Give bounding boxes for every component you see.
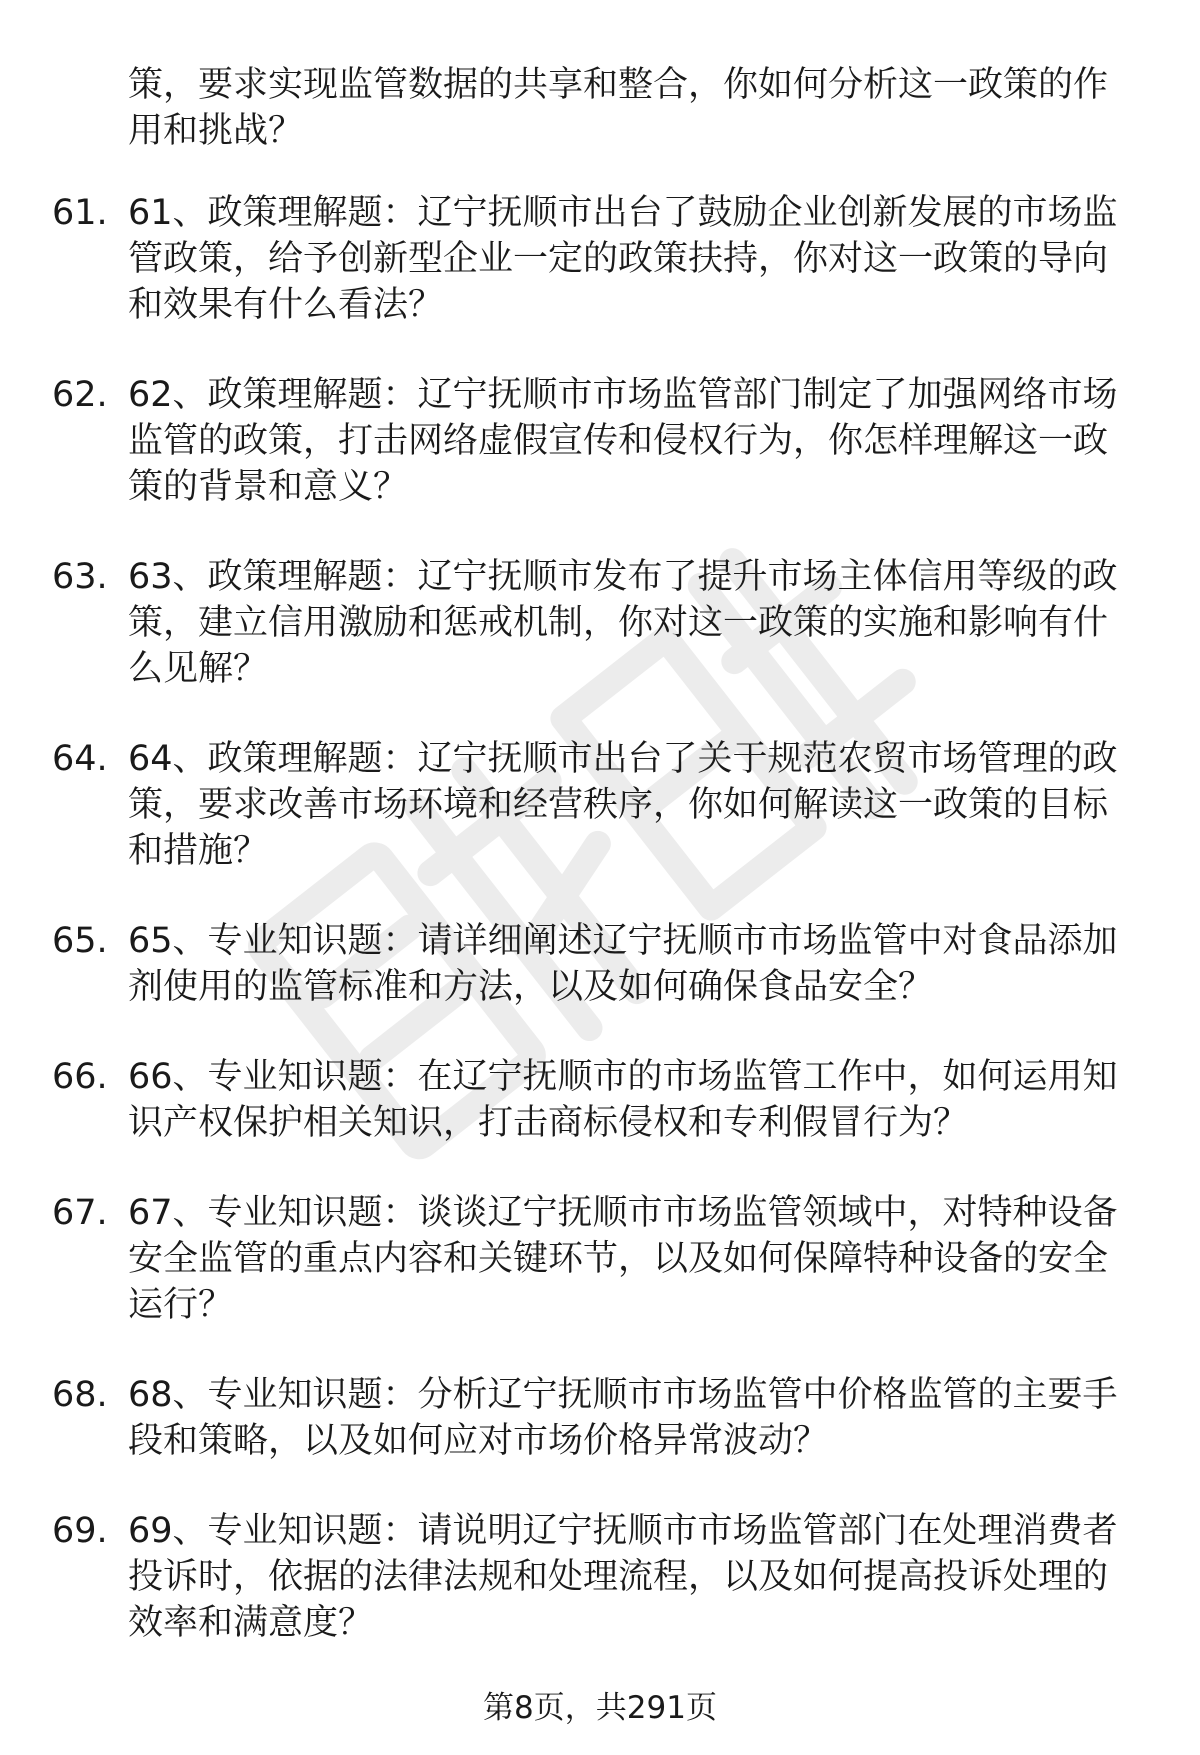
list-item bbox=[0, 1190, 1200, 1328]
list-item-number: 61. bbox=[52, 193, 108, 233]
list-item-number: 68. bbox=[52, 1375, 108, 1415]
list-item bbox=[0, 372, 1200, 510]
list-item bbox=[0, 190, 1200, 328]
list-item bbox=[0, 736, 1200, 874]
list-item bbox=[0, 1372, 1200, 1464]
list-item-number: 67. bbox=[52, 1193, 108, 1233]
list-item-text: 62、政策理解题：辽宁抚顺市市场监管部门制定了加强网络市场监管的政策，打击网络虚假宣传和侵权行为，你怎样理解这一政策的背景和意义？ bbox=[128, 375, 1118, 507]
list-item-text: 67、专业知识题：谈谈辽宁抚顺市市场监管领域中，对特种设备安全监管的重点内容和关键环节，以及如何保障特种设备的安全运行？ bbox=[128, 1193, 1118, 1325]
list-item-text: 63、政策理解题：辽宁抚顺市发布了提升市场主体信用等级的政策，建立信用激励和惩戒机制，你对这一政策的实施和影响有什么见解？ bbox=[128, 557, 1118, 689]
list-item-text: 61、政策理解题：辽宁抚顺市出台了鼓励企业创新发展的市场监管政策，给予创新型企业一定的政策扶持，你对这一政策的导向和效果有什么看法？ bbox=[128, 193, 1118, 325]
list-item-number: 64. bbox=[52, 739, 108, 779]
list-item-text: 68、专业知识题：分析辽宁抚顺市市场监管中价格监管的主要手段和策略，以及如何应对市场价格异常波动？ bbox=[128, 1375, 1118, 1461]
continuation-text: 策，要求实现监管数据的共享和整合，你如何分析这一政策的作用和挑战？ bbox=[128, 65, 1109, 151]
list-item bbox=[0, 918, 1200, 1010]
list-item-text: 69、专业知识题：请说明辽宁抚顺市市场监管部门在处理消费者投诉时，依据的法律法规和处理流程，以及如何提高投诉处理的效率和满意度？ bbox=[128, 1511, 1118, 1643]
list-item-text: 65、专业知识题：请详细阐述辽宁抚顺市市场监管中对食品添加剂使用的监管标准和方法，以及如何确保食品安全？ bbox=[128, 921, 1118, 1007]
question-list bbox=[0, 190, 1200, 1690]
list-item bbox=[0, 1054, 1200, 1146]
list-item-number: 63. bbox=[52, 557, 108, 597]
list-item-number: 66. bbox=[52, 1057, 108, 1097]
list-item bbox=[0, 1508, 1200, 1646]
page-footer: 第8页，共291页 bbox=[483, 1690, 717, 1726]
list-item-text: 66、专业知识题：在辽宁抚顺市的市场监管工作中，如何运用知识产权保护相关知识，打击商标侵权和专利假冒行为？ bbox=[128, 1057, 1118, 1143]
list-item-number: 69. bbox=[52, 1511, 108, 1551]
list-item-number: 62. bbox=[52, 375, 108, 415]
list-item-number: 65. bbox=[52, 921, 108, 961]
list-item-text: 64、政策理解题：辽宁抚顺市出台了关于规范农贸市场管理的政策，要求改善市场环境和经营秩序，你如何解读这一政策的目标和措施？ bbox=[128, 739, 1118, 871]
list-item bbox=[0, 554, 1200, 692]
